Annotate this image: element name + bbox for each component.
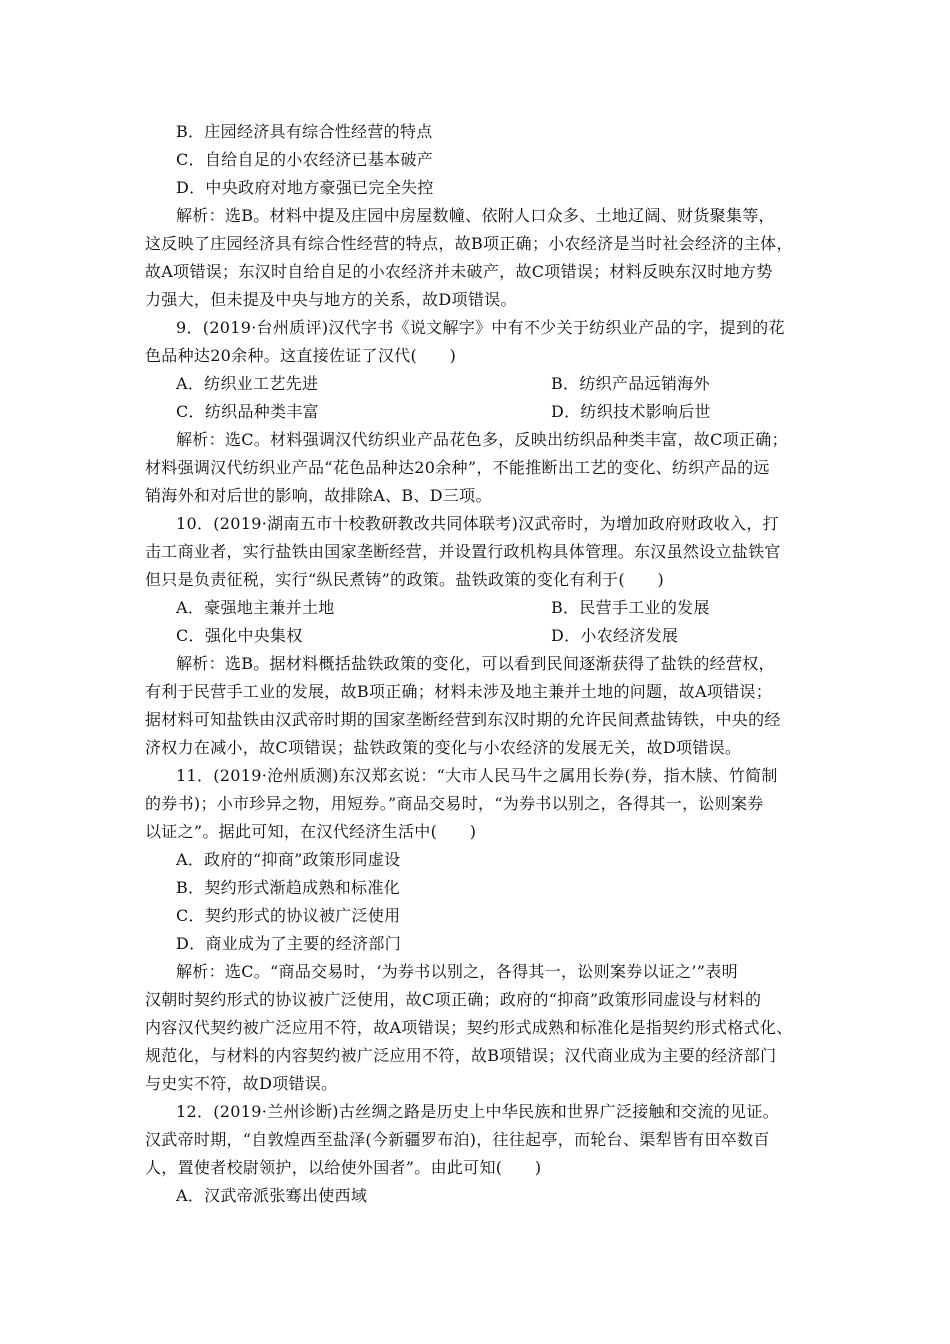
analysis-line: 解析：选C。“商品交易时，‘为券书以别之，各得其一，讼则案券以证之’”表明 [176,962,738,981]
question-10-line: 但只是负责征税，实行“纵民煮铸”的政策。盐铁政策的变化有利于( ) [145,570,665,589]
analysis-line: 解析：选C。材料强调汉代纺织业产品花色多，反映出纺织品种类丰富，故C项正确； [176,430,788,449]
option-d-line: D．中央政府对地方豪强已完全失控 [176,178,434,197]
question-11-line: 以证之”。据此可知，在汉代经济生活中( ) [145,822,477,841]
analysis-line: 故A项错误；东汉时自给自足的小农经济并未破产，故C项错误；材料反映东汉时地方势 [145,262,773,281]
option-d-line: D．纺织技术影响后世 [551,402,711,421]
question-9-line: 色品种达20余种。这直接佐证了汉代( ) [145,346,457,365]
question-10-line: 击工商业者，实行盐铁由国家垄断经营，并设置行政机构具体管理。东汉虽然设立盐铁官 [145,542,781,561]
option-c-line: C．纺织品种类丰富 [176,402,319,421]
question-9-line: 9．(2019·台州质评)汉代字书《说文解字》中有不少关于纺织业产品的字，提到的花 [176,318,785,337]
analysis-line: 销海外和对后世的影响，故排除A、B、D三项。 [145,486,492,505]
option-b-line: B．纺织产品远销海外 [551,374,710,393]
question-12-line: 12．(2019·兰州诊断)古丝绸之路是历史上中华民族和世界广泛接触和交流的见证。 [176,1102,779,1121]
option-d-line: D．小农经济发展 [551,626,679,645]
option-b-line: B．契约形式渐趋成熟和标准化 [176,878,400,897]
option-c-line: C．自给自足的小农经济已基本破产 [176,150,434,169]
question-11-line: 的券书)；小市珍异之物，用短券。”商品交易时，“为券书以别之，各得其一，讼则案券 [145,794,764,813]
option-a-line: A．纺织业工艺先进 [176,374,319,393]
analysis-line: 汉朝时契约形式的协议被广泛使用，故C项正确；政府的“抑商”政策形同虚设与材料的 [145,990,762,1009]
option-a-line: A．政府的“抑商”政策形同虚设 [176,850,401,869]
analysis-line: 力强大，但未提及中央与地方的关系，故D项错误。 [145,290,517,309]
question-12-line: 人，置使者校尉领护，以给使外国者”。由此可知( ) [145,1158,542,1177]
analysis-line: 这反映了庄园经济具有综合性经营的特点，故B项正确；小农经济是当时社会经济的主体， [145,234,793,253]
option-b-line: B．庄园经济具有综合性经营的特点 [176,122,433,141]
analysis-line: 据材料可知盐铁由汉武帝时期的国家垄断经营到东汉时期的允许民间煮盐铸铁，中央的经 [145,710,781,729]
analysis-line: 有利于民营手工业的发展，故B项正确；材料未涉及地主兼并土地的问题，故A项错误； [145,682,773,701]
option-c-line: C．契约形式的协议被广泛使用 [176,906,401,925]
analysis-line: 济权力在减小，故C项错误；盐铁政策的变化与小农经济的发展无关，故D项错误。 [145,738,742,757]
question-11-line: 11．(2019·沧州质测)东汉郑玄说：“大市人民马牛之属用长券(券，指木牍、竹简制 [176,766,778,785]
option-d-line: D．商业成为了主要的经济部门 [176,934,402,953]
analysis-line: 解析：选B。材料中提及庄园中房屋数幢、依附人口众多、土地辽阔、财货聚集等， [176,206,775,225]
analysis-line: 材料强调汉代纺织业产品“花色品种达20余种”，不能推断出工艺的变化、纺织产品的远 [145,458,770,477]
analysis-line: 与史实不符，故D项错误。 [145,1074,338,1093]
analysis-line: 解析：选B。据材料概括盐铁政策的变化，可以看到民间逐渐获得了盐铁的经营权， [176,654,775,673]
option-a-line: A．汉武帝派张骞出使西域 [176,1186,368,1205]
option-c-line: C．强化中央集权 [176,626,303,645]
question-12-line: 汉武帝时期，“自敦煌西至盐泽(今新疆罗布泊)，往往起亭，而轮台、渠犁皆有田卒数百 [145,1130,770,1149]
analysis-line: 内容汉代契约被广泛应用不符，故A项错误；契约形式成熟和标准化是指契约形式格式化、 [145,1018,793,1037]
option-b-line: B．民营手工业的发展 [551,598,710,617]
question-10-line: 10．(2019·湖南五市十校教研教改共同体联考)汉武帝时，为增加政府财政收入，打 [176,514,779,533]
analysis-line: 规范化，与材料的内容契约被广泛应用不符，故B项错误；汉代商业成为主要的经济部门 [145,1046,777,1065]
option-a-line: A．豪强地主兼并土地 [176,598,335,617]
